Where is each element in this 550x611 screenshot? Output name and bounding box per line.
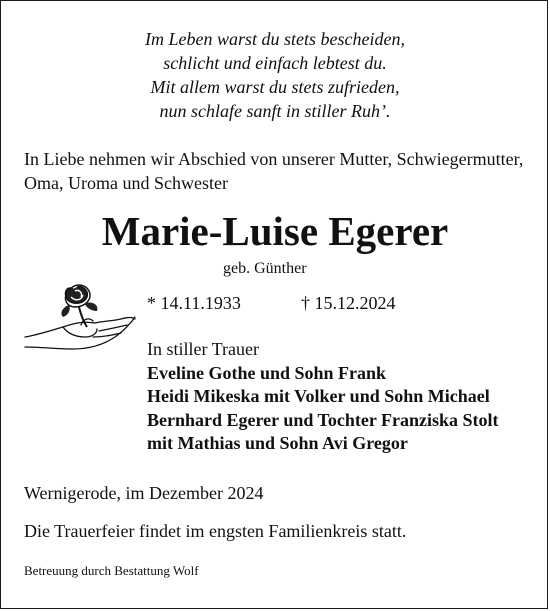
poem	[1, 27, 549, 123]
place-and-date: Wernigerode, im Dezember 2024	[24, 483, 264, 503]
farewell-intro: In Liebe nehmen wir Abschied von unserer Mutter, Schwiegermutter, Oma, Uroma und Schwester	[24, 149, 524, 193]
mourners-block	[147, 338, 499, 456]
poem-line: schlicht und einfach lebtest du.	[163, 53, 387, 73]
poem-line: Mit allem warst du stets zufrieden,	[150, 77, 400, 97]
rose-in-hand-icon	[23, 277, 141, 357]
mourners-lead: In stiller Trauer	[147, 339, 259, 359]
mourner-line: Eveline Gothe und Sohn Frank	[147, 362, 387, 383]
poem-line: Im Leben warst du stets bescheiden,	[145, 29, 405, 49]
funeral-service-note: Die Trauerfeier findet im engsten Familienkreis statt.	[24, 521, 407, 541]
birth-date: * 14.11.1933	[147, 293, 241, 313]
deceased-name: Marie-Luise Egerer	[101, 208, 449, 254]
maiden-name: geb. Günther	[223, 260, 307, 277]
death-date: † 15.12.2024	[301, 293, 396, 313]
mourner-line: Bernhard Egerer und Tochter Franziska Stolt	[147, 409, 499, 430]
undertaker-credit: Betreuung durch Bestattung Wolf	[24, 563, 199, 578]
poem-line: nun schlafe sanft in stiller Ruh’.	[159, 101, 391, 121]
mourner-line: Heidi Mikeska mit Volker und Sohn Michael	[147, 386, 490, 406]
mourner-line: mit Mathias und Sohn Avi Gregor	[147, 433, 408, 453]
